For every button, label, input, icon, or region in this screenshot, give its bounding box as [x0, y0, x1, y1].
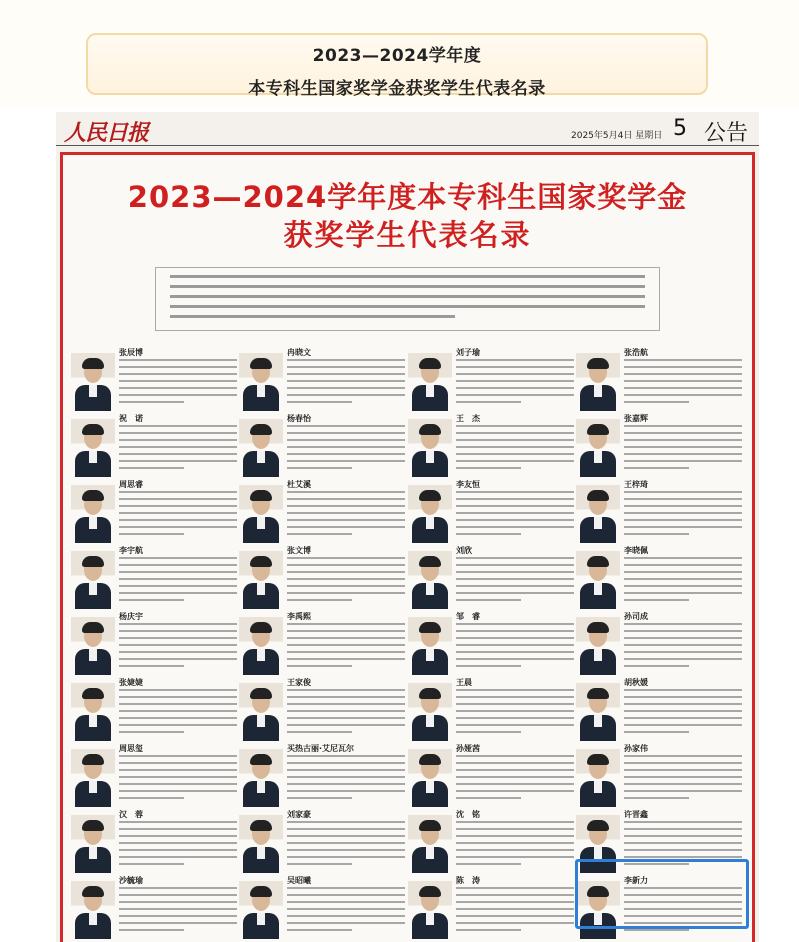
recipient-card — [408, 875, 576, 942]
recipient-bio — [456, 491, 574, 540]
recipient-photo — [576, 617, 620, 675]
recipient-bio — [624, 491, 742, 540]
recipient-card — [576, 809, 744, 877]
recipient-name: 王晨 — [456, 678, 472, 687]
recipient-bio — [456, 755, 574, 804]
recipient-bio — [624, 689, 742, 738]
recipient-name: 祝 诺 — [119, 414, 143, 423]
recipient-name: 王 杰 — [456, 414, 480, 423]
recipient-photo — [71, 419, 115, 477]
recipient-card — [408, 611, 576, 679]
recipient-photo — [71, 617, 115, 675]
recipient-bio — [119, 623, 237, 672]
recipient-card — [71, 347, 239, 415]
recipient-card — [239, 545, 407, 613]
recipient-card — [576, 875, 744, 942]
recipient-photo — [576, 815, 620, 873]
recipient-card — [408, 347, 576, 415]
recipient-name: 刘子瑜 — [456, 348, 480, 357]
title-line-1: 2023—2024学年度 — [312, 46, 482, 66]
recipient-card — [576, 413, 744, 481]
announcement-frame — [60, 152, 755, 942]
recipient-name: 杨春怡 — [287, 414, 311, 423]
recipient-card — [239, 611, 407, 679]
recipient-card — [576, 743, 744, 811]
recipient-bio — [119, 425, 237, 474]
recipient-bio — [624, 425, 742, 474]
recipient-name: 周思睿 — [119, 480, 143, 489]
recipient-photo — [576, 551, 620, 609]
recipient-photo — [576, 419, 620, 477]
recipient-bio — [119, 821, 237, 870]
recipient-card — [71, 479, 239, 547]
recipient-bio — [287, 491, 405, 540]
recipient-bio — [624, 821, 742, 870]
recipient-photo — [71, 485, 115, 543]
masthead — [56, 112, 759, 146]
recipient-card — [71, 743, 239, 811]
recipient-photo — [239, 551, 283, 609]
page-number: 5 — [673, 116, 687, 141]
recipient-photo — [239, 683, 283, 741]
recipient-name: 李宇航 — [119, 546, 143, 555]
recipient-name: 张婕婕 — [119, 678, 143, 687]
newspaper-page — [56, 112, 759, 942]
recipient-name: 李友恒 — [456, 480, 480, 489]
recipient-photo — [408, 749, 452, 807]
recipient-card — [576, 545, 744, 613]
recipient-name: 刘欣 — [456, 546, 472, 555]
recipient-bio — [287, 623, 405, 672]
recipient-card — [239, 347, 407, 415]
recipient-name: 买热古丽·艾尼瓦尔 — [287, 744, 355, 753]
recipient-name: 张嘉辉 — [624, 414, 648, 423]
recipient-name: 王家俊 — [287, 678, 311, 687]
recipient-bio — [456, 623, 574, 672]
recipient-bio — [287, 755, 405, 804]
issue-date: 2025年5月4日 星期日 — [571, 131, 663, 141]
recipient-bio — [119, 689, 237, 738]
recipient-name: 张浩航 — [624, 348, 648, 357]
recipient-bio — [287, 821, 405, 870]
recipient-photo — [239, 617, 283, 675]
recipient-bio — [119, 755, 237, 804]
recipient-bio — [624, 755, 742, 804]
recipient-photo — [408, 617, 452, 675]
recipient-card — [576, 611, 744, 679]
recipient-name: 李新力 — [624, 876, 648, 885]
recipient-photo — [408, 419, 452, 477]
title-box — [86, 33, 708, 99]
recipient-name: 杜艾溪 — [287, 480, 311, 489]
recipient-photo — [576, 485, 620, 543]
recipient-bio — [119, 359, 237, 408]
recipient-card — [408, 677, 576, 745]
recipient-photo — [239, 881, 283, 939]
recipient-bio — [456, 425, 574, 474]
recipient-photo — [71, 353, 115, 411]
recipient-name: 胡秋媛 — [624, 678, 648, 687]
recipient-card — [239, 875, 407, 942]
recipient-card — [408, 545, 576, 613]
recipient-photo — [239, 419, 283, 477]
recipient-photo — [408, 551, 452, 609]
recipient-name: 陈 涛 — [456, 876, 480, 885]
recipient-photo — [576, 881, 620, 939]
recipient-bio — [456, 887, 574, 936]
recipient-card — [239, 743, 407, 811]
recipient-name: 李禹熙 — [287, 612, 311, 621]
recipient-photo — [576, 749, 620, 807]
recipient-bio — [456, 359, 574, 408]
recipient-card — [71, 875, 239, 942]
recipient-photo — [408, 485, 452, 543]
recipient-card — [239, 809, 407, 877]
recipient-name: 汉 蓉 — [119, 810, 143, 819]
headline-line-1: 2023—2024学年度本专科生国家奖学金 — [127, 180, 688, 214]
recipient-bio — [119, 557, 237, 606]
recipient-bio — [287, 887, 405, 936]
recipient-name: 吴昭曦 — [287, 876, 311, 885]
recipient-photo — [408, 881, 452, 939]
recipient-card — [576, 677, 744, 745]
recipient-bio — [119, 887, 237, 936]
newspaper-logo: 人民日报 — [64, 120, 149, 146]
section-label: 公告 — [704, 121, 749, 146]
recipient-bio — [624, 887, 742, 936]
headline-line-2: 获奖学生代表名录 — [283, 218, 532, 252]
recipient-bio — [456, 821, 574, 870]
recipient-card — [71, 809, 239, 877]
recipient-name: 张辰博 — [119, 348, 143, 357]
recipient-card — [408, 809, 576, 877]
recipient-card — [71, 413, 239, 481]
recipient-name: 杨庆宇 — [119, 612, 143, 621]
recipient-photo — [71, 815, 115, 873]
recipient-bio — [287, 425, 405, 474]
recipient-name: 孙司成 — [624, 612, 648, 621]
recipient-name: 沈 铭 — [456, 810, 480, 819]
recipient-card — [239, 413, 407, 481]
recipient-name: 许晋鑫 — [624, 810, 648, 819]
recipient-bio — [456, 689, 574, 738]
recipient-photo — [576, 683, 620, 741]
recipient-card — [239, 479, 407, 547]
recipient-name: 邹 睿 — [456, 612, 480, 621]
recipient-card — [576, 347, 744, 415]
recipient-card — [239, 677, 407, 745]
recipient-card — [71, 545, 239, 613]
recipient-photo — [71, 683, 115, 741]
recipient-bio — [456, 557, 574, 606]
recipient-name: 刘家豪 — [287, 810, 311, 819]
recipient-photo — [239, 749, 283, 807]
recipient-photo — [239, 353, 283, 411]
recipient-bio — [624, 557, 742, 606]
recipient-bio — [624, 623, 742, 672]
recipient-name: 张文博 — [287, 546, 311, 555]
recipient-bio — [287, 689, 405, 738]
recipient-bio — [287, 557, 405, 606]
recipient-photo — [71, 749, 115, 807]
recipient-name: 王梓琦 — [624, 480, 648, 489]
recipient-card — [71, 611, 239, 679]
recipient-photo — [576, 353, 620, 411]
recipient-card — [408, 479, 576, 547]
recipient-card — [408, 743, 576, 811]
recipient-card — [71, 677, 239, 745]
recipient-photo — [408, 683, 452, 741]
recipient-card — [576, 479, 744, 547]
recipient-name: 冉晓文 — [287, 348, 311, 357]
recipient-photo — [408, 353, 452, 411]
recipient-name: 孙家伟 — [624, 744, 648, 753]
recipient-bio — [624, 359, 742, 408]
recipient-name: 周思玺 — [119, 744, 143, 753]
recipient-photo — [239, 485, 283, 543]
recipient-card — [408, 413, 576, 481]
recipient-photo — [71, 881, 115, 939]
recipient-name: 沙毓瑜 — [119, 876, 143, 885]
recipient-name: 李晓佩 — [624, 546, 648, 555]
recipient-photo — [408, 815, 452, 873]
recipient-bio — [119, 491, 237, 540]
recipient-bio — [287, 359, 405, 408]
recipient-photo — [71, 551, 115, 609]
intro-paragraph — [155, 267, 660, 331]
recipient-photo — [239, 815, 283, 873]
recipient-name: 孙娅茜 — [456, 744, 480, 753]
header-banner — [0, 0, 799, 108]
title-line-2: 本专科生国家奖学金获奖学生代表名录 — [248, 79, 546, 99]
